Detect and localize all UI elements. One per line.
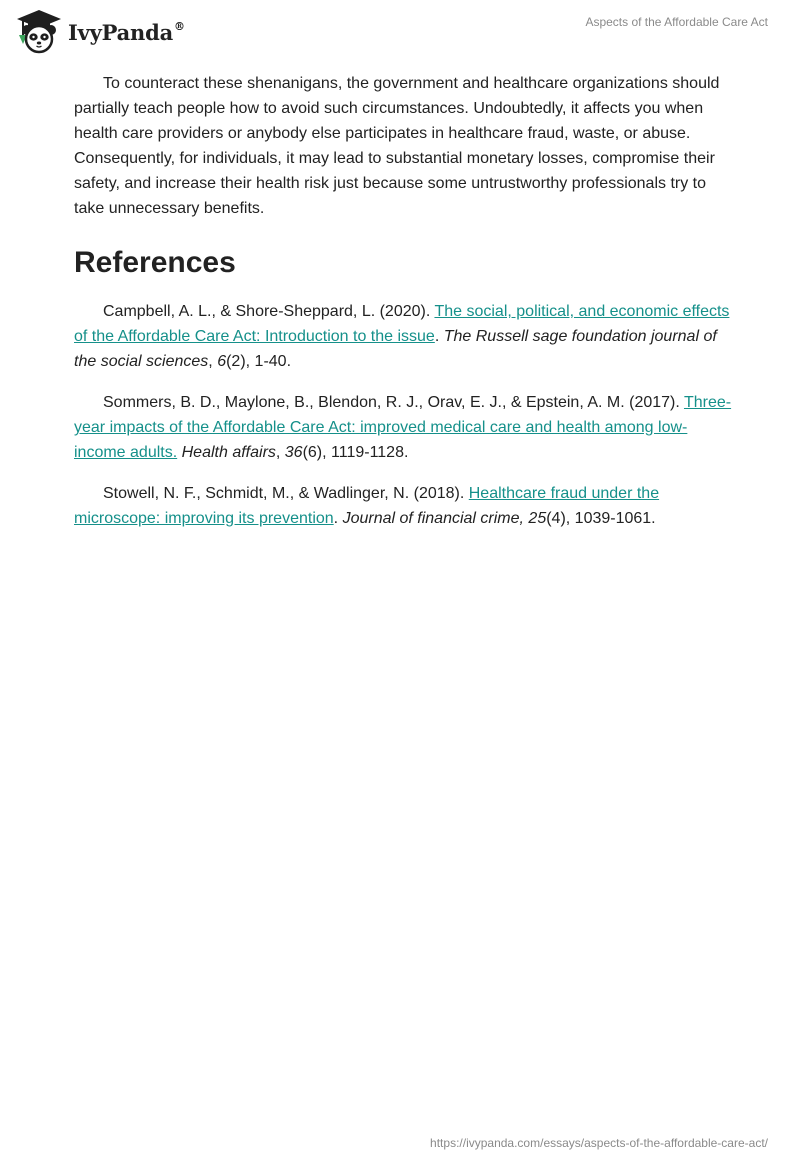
page-header	[0, 0, 800, 64]
reference-item: Campbell, A. L., & Shore-Sheppard, L. (2020). The social, political, and economic effects of the Affordable Care Act: Introduction to the issue. The Russell sage foundation journal of the social sciences, 6(2), 1-40.	[74, 303, 730, 370]
body-paragraph: To counteract these shenanigans, the government and healthcare organizations should partially teach people how to avoid such circumstances. Undoubtedly, it affects you when health care providers or anybody else participates in healthcare fraud, waste, or abuse. Consequently, for individuals, it may lead to substantial monetary losses, compromise their safety, and increase their health risk just because some untrustworthy professionals try to take unnecessary benefits.	[74, 75, 720, 217]
reference-link[interactable]: Three-year impacts of the Affordable Care Act: improved medical care and health among low-income adults.	[74, 394, 732, 461]
reference-item: Sommers, B. D., Maylone, B., Blendon, R. J., Orav, E. J., & Epstein, A. M. (2017). Three-year impacts of the Affordable Care Act: improved medical care and health among low-income adults. Health affairs, 36(6), 1119-1128.	[74, 394, 732, 461]
footer-url[interactable]: https://ivypanda.com/essays/aspects-of-the-affordable-care-act/	[430, 1136, 768, 1150]
document-title: Aspects of the Affordable Care Act	[585, 15, 768, 29]
ivypanda-logo[interactable]	[14, 8, 185, 54]
reference-link[interactable]: The social, political, and economic effects of the Affordable Care Act: Introduction to the issue	[74, 303, 730, 345]
references-heading: References	[74, 246, 236, 279]
panda-graduate-icon	[14, 8, 64, 54]
reference-item: Stowell, N. F., Schmidt, M., & Wadlinger, N. (2018). Healthcare fraud under the microscope: improving its prevention. Journal of financial crime, 25(4), 1039-1061.	[74, 485, 660, 527]
essay-content	[74, 71, 734, 531]
reference-link[interactable]: Healthcare fraud under the microscope: improving its prevention	[74, 485, 660, 527]
brand-name: IvyPanda®	[68, 19, 185, 45]
references-list	[74, 299, 734, 531]
